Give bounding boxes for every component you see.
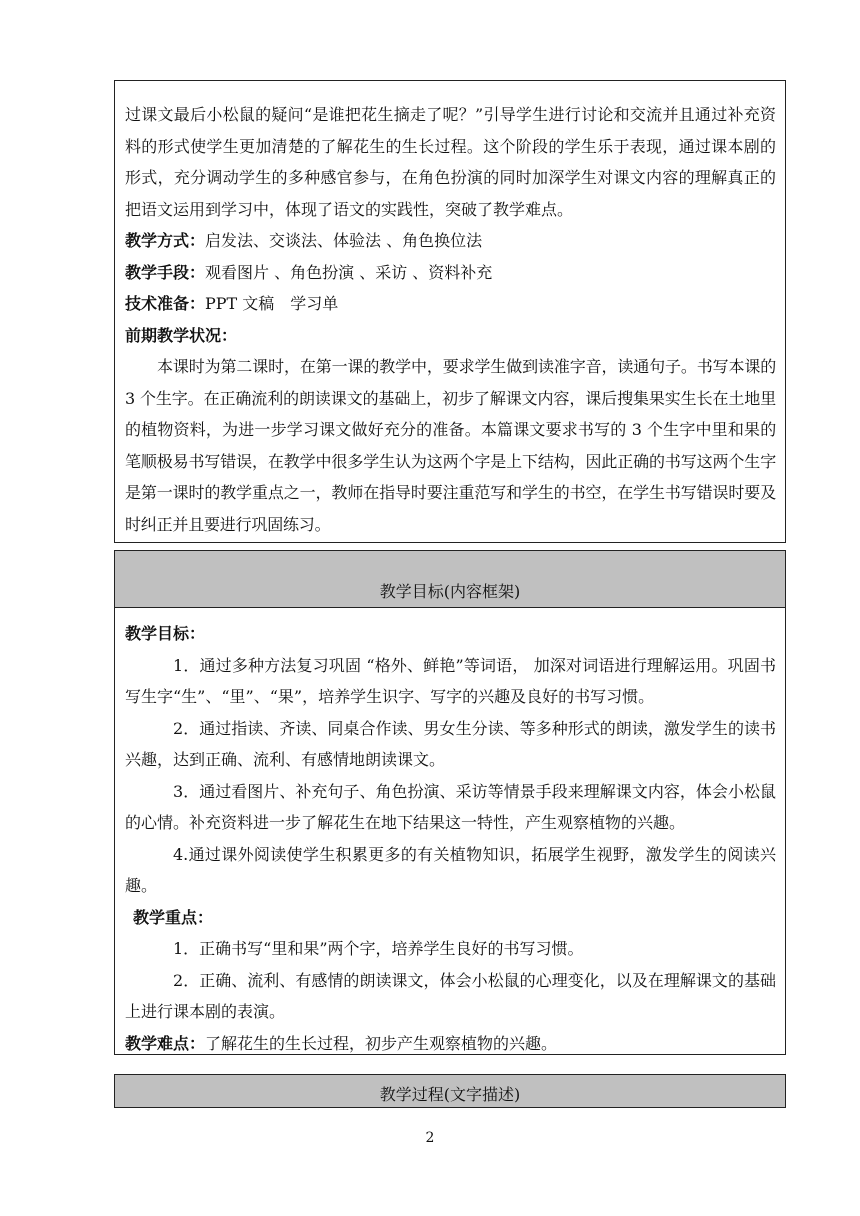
section-background-box — [114, 80, 786, 543]
tech-prep-line — [125, 288, 776, 320]
key-point-item: 1．正确书写“里和果”两个字，培养学生良好的书写习惯。 — [173, 939, 584, 958]
prior-teaching-paragraph: 本课时为第二课时，在第一课的教学中，要求学生做到读准字音，读通句子。书写本课的 3 个生字。在正确流利的朗读课文的基础上，初步了解课文内容，课后搜集果实生长在土地里的植物资料，为进一步学习课文做好充分的准备。本篇课文要求书写的 3 个生字中里和果的笔顺极易书写错误，在教学中很多学生认为这两个字是上下结构，因此正确的书写这两个生字是第一课时的教学重点之一，教师在指导时要注重范写和学生的书空，在学生书写错误时要及时纠正并且要进行巩固练习。 — [125, 357, 776, 534]
prior-teaching-label: 前期教学状况： — [125, 325, 238, 345]
goals-content-box — [114, 607, 786, 1055]
goal-item: 2．通过指读、齐读、同桌合作读、男女生分读、等多种形式的朗读，激发学生的读书兴趣，达到正确、流利、有感情地朗读课文。 — [125, 718, 776, 769]
goal-item: 3．通过看图片、补充句子、角色扮演、采访等情景手段来理解课文内容，体会小松鼠的心情。补充资料进一步了解花生在地下结果这一特性，产生观察植物的兴趣。 — [125, 781, 776, 832]
key-points-heading — [125, 902, 776, 934]
page-number: 2 — [425, 1130, 435, 1146]
tech-prep-label: 技术准备： — [125, 294, 206, 313]
teaching-method-line — [125, 225, 776, 257]
key-points-label: 教学重点： — [133, 907, 214, 927]
goal-item: 4.通过课外阅读使学生积累更多的有关植物知识，拓展学生视野，激发学生的阅读兴趣。 — [125, 844, 776, 895]
goals-heading — [125, 618, 776, 650]
teaching-method-value: 启发法、交谈法、体验法 、角色换位法 — [205, 231, 483, 250]
difficulty-value: 了解花生的生长过程，初步产生观察植物的兴趣。 — [205, 1033, 558, 1053]
goals-header-title: 教学目标(内容框架) — [379, 582, 521, 601]
goal-item: 1．通过多种方法复习巩固 “格外、鲜艳”等词语， 加深对词语进行理解运用。巩固书写生字“生”、“里”、“果”，培养学生识字、写字的兴趣及良好的书写习惯。 — [125, 655, 776, 706]
goals-label: 教学目标： — [125, 624, 206, 643]
teaching-means-label: 教学手段： — [125, 262, 206, 282]
teaching-method-label: 教学方式： — [125, 231, 206, 250]
difficulty-line — [125, 1028, 776, 1060]
difficulty-label: 教学难点： — [125, 1033, 206, 1053]
teaching-means-value: 观看图片 、角色扮演 、采访 、资料补充 — [205, 262, 493, 282]
teaching-means-line — [125, 257, 776, 289]
goals-header-cell — [114, 550, 786, 608]
prior-teaching-heading — [125, 320, 776, 352]
process-header-cell — [114, 1074, 786, 1108]
process-header-title: 教学过程(文字描述) — [379, 1085, 521, 1104]
intro-paragraph: 过课文最后小松鼠的疑问“是谁把花生摘走了呢？”引导学生进行讨论和交流并且通过补充资料的形式使学生更加清楚的了解花生的生长过程。这个阶段的学生乐于表现，通过课本剧的形式，充分调动学生的多种感官参与，在角色扮演的同时加深学生对课文内容的理解真正的把语文运用到学习中，体现了语文的实践性，突破了教学难点。 — [125, 105, 776, 219]
key-point-item: 2．正确、流利、有感情的朗读课文，体会小松鼠的心理变化，以及在理解课文的基础上进行课本剧的表演。 — [125, 970, 776, 1021]
tech-prep-value: PPT 文稿 学习单 — [205, 294, 339, 313]
